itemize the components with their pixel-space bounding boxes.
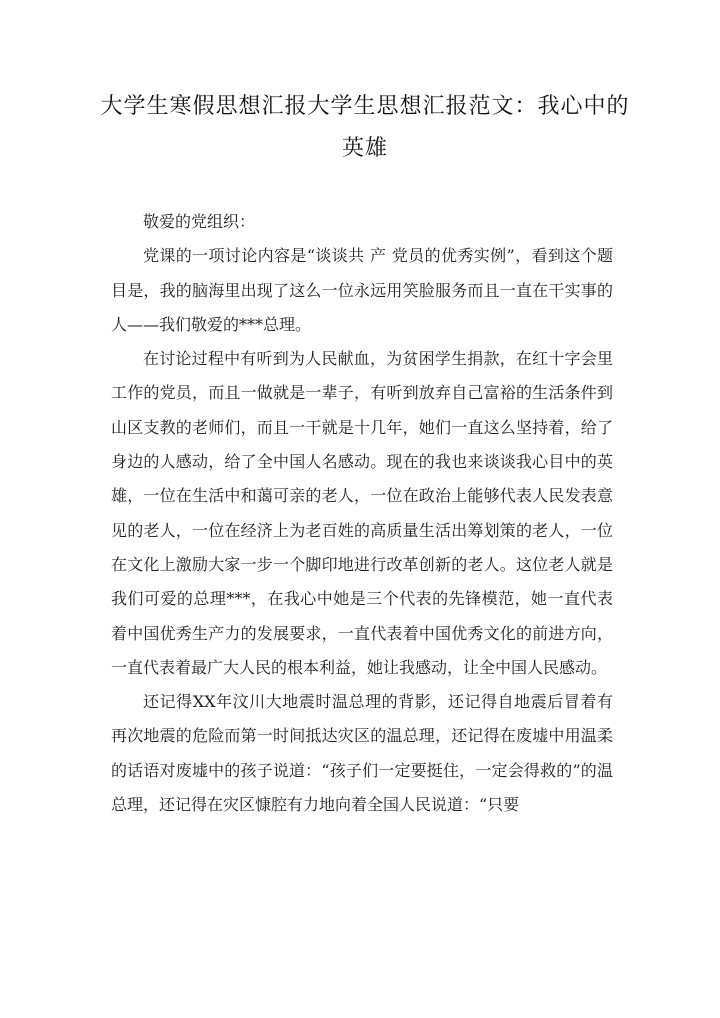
paragraph-1: 党课的一项讨论内容是“谈谈共 产 党员的优秀实例”，看到这个题目是，我的脑海里出现了这么一位永远用笑脸服务而且一直在干实事的人——我们敬爱的***总理。 (111, 246, 613, 334)
paragraph-3: 还记得XX年汶川大地震时温总理的背影，还记得自地震后冒着有再次地震的危险而第一时间抵达灾区的温总理，还记得在废墟中用温柔的话语对废墟中的孩子说道：“孩子们一定要挺住，一定会得救的”的温总理，还记得在灾区慷腔有力地向着全国人民说道：“只要 (111, 692, 613, 815)
salutation: 敬爱的党组织： (143, 212, 256, 231)
document-title: 大学生寒假思想汇报大学生思想汇报范文：我心中的英雄 (100, 94, 630, 161)
document-body (111, 205, 613, 822)
paragraph-2: 在讨论过程中有听到为人民献血，为贫困学生捐款，在红十字会里工作的党员，而且一做就是一辈子，有听到放弃自己富裕的生活条件到山区支教的老师们，而且一干就是十几年，她们一直这么坚持着，给了身边的人感动，给了全中国人名感动。现在的我也来谈谈我心目中的英雄，一位在生活中和蔼可亲的老人，一位在政治上能够代表人民发表意见的老人，一位在经济上为老百姓的高质量生活出筹划策的老人，一位在文化上激励大家一步一个脚印地进行改革创新的老人。这位老人就是我们可爱的总理***，在我心中她是三个代表的先锋模范，她一直代表着中国优秀生产力的发展要求，一直代表着中国优秀文化的前进方向，一直代表着最广大人民的根本利益，她让我感动，让全中国人民感动。 (111, 349, 613, 677)
